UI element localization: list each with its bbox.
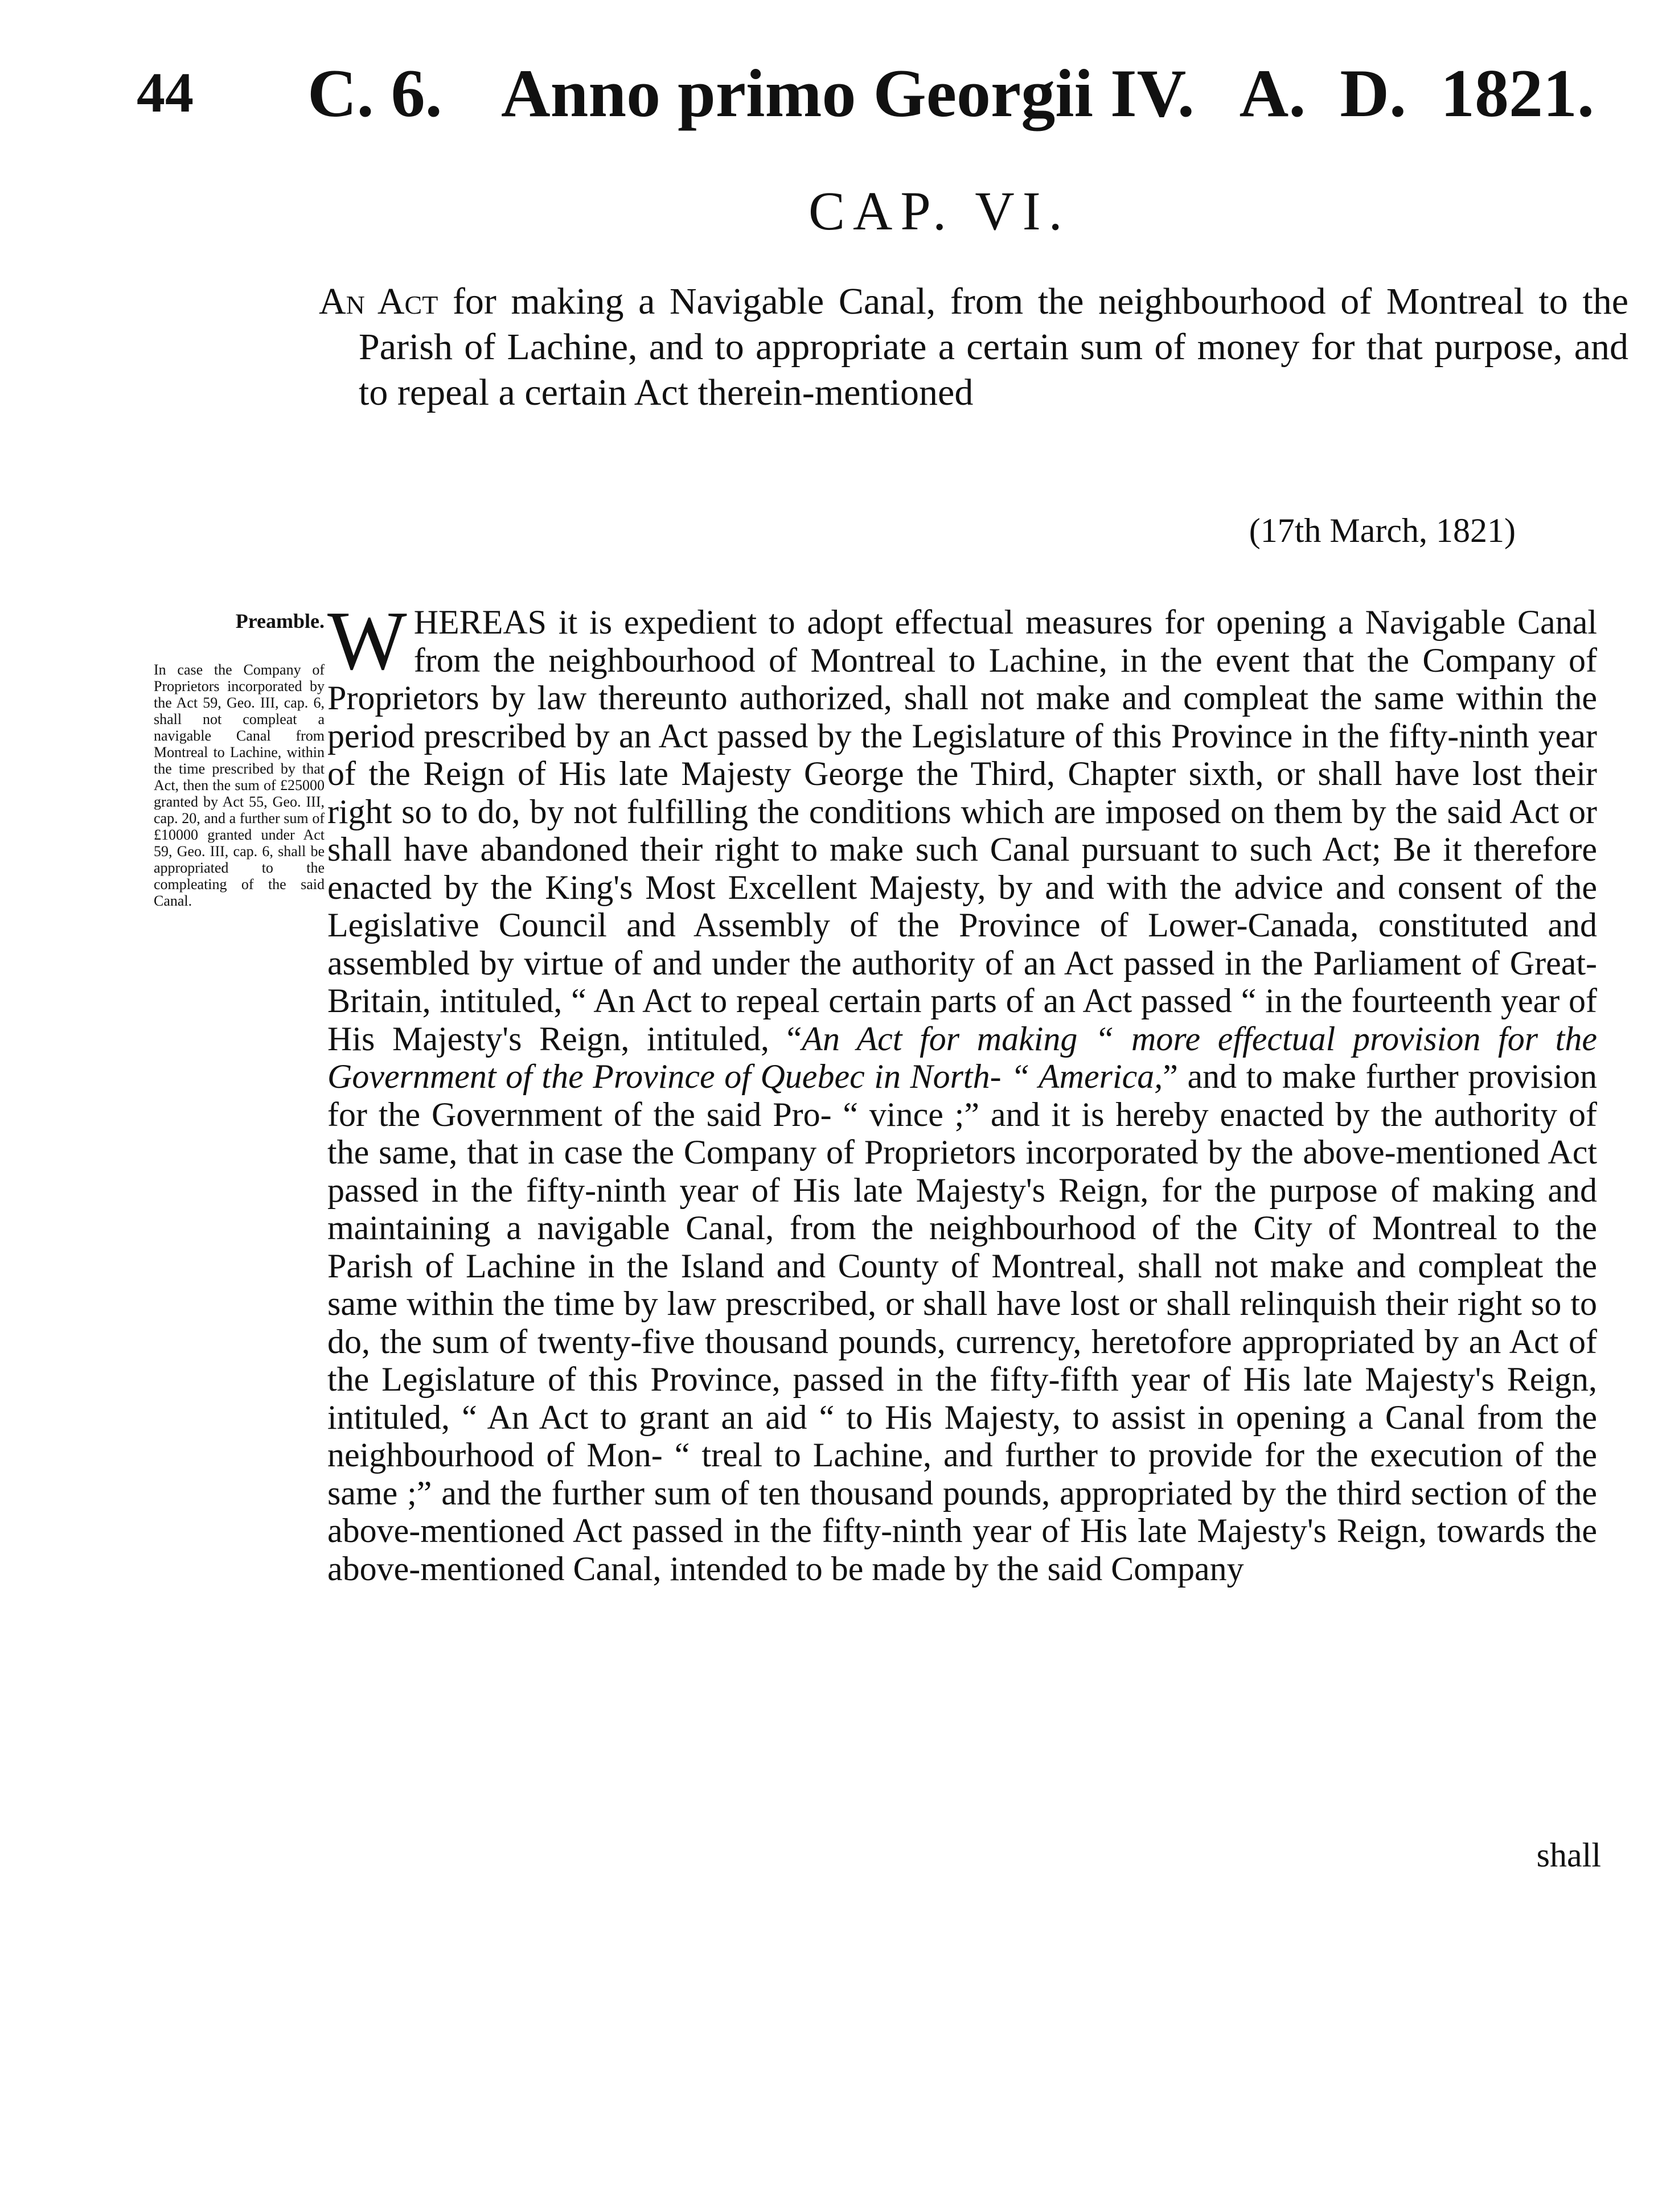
body-text-intro: HEREAS it is expedient to adopt effectual measures for opening a Navigable Canal from the neighbourhood of Montreal to Lachine, in the event that the Company of Proprietors by law thereunto authorized, shall not make and compleat the same within the period prescribed by an Act passed by the Legislature of this Province in the fifty-ninth year of the Reign of His late Majesty George the Third, Chapter sixth, or shall have lost their right so to do, by not fulfilling the conditions which are imposed on them by the said Act or shall have abandoned their right to make such Canal pursuant to such Act; Be it therefore enacted by the King's Most Excellent Majesty, by and with the advice and consent of the Legislative Council and Assembly of the Province of Lower-Canada, constituted and assembled by virtue of and under the authority of an Act passed in the Parliament of Great-Britain, intituled, “ An Act to repeal certain parts of an Act passed “ in the fourteenth year of His Majesty's Reign, intituled, “ xyxy=(327,603,1597,1058)
year-reference: A. D. 1821. xyxy=(1239,55,1594,131)
statute-body xyxy=(327,594,1597,1588)
body-text-italic-title: An Act for making “ more effectual provision for the Government of the Province of Quebec in North- “ America, xyxy=(327,1019,1597,1095)
drop-cap: W xyxy=(327,594,407,688)
act-title-text: for making a Navigable Canal, from the neighbourhood of Montreal to the Parish of Lachine, and to appropriate a certain sum of money for that purpose, and to repeal a certain Act therein-mentioned xyxy=(359,281,1629,413)
running-head xyxy=(137,54,1594,139)
running-title: Anno primo Georgii IV. xyxy=(501,55,1195,131)
marginal-note-preamble: Preamble. xyxy=(235,610,325,632)
chapter-reference: C. 6. xyxy=(307,55,442,131)
marginal-notes xyxy=(154,609,325,909)
marginal-note-summary: In case the Company of Proprietors incorporated by the Act 59, Geo. III, cap. 6, shall not compleat a navigable Canal from Montreal to Lachine, within the time prescribed by that Act, then the sum of £25000 granted by Act 55, Geo. III, cap. 20, and a further sum of £10000 granted under Act 59, Geo. III, cap. 6, shall be appropriated to the compleating of the said Canal. xyxy=(154,661,325,909)
chapter-heading: CAP. VI. xyxy=(809,180,1070,241)
act-title-lead: An Act xyxy=(319,281,438,322)
enactment-date: (17th March, 1821) xyxy=(1249,512,1516,549)
act-title xyxy=(319,279,1628,416)
body-text-rest: ” and to make further provision for the Government of the said Pro- “ vince ;” and it is hereby enacted by the authority of the same, that in case the Company of Proprietors incorporated by the above-mentioned Act passed in the fifty-ninth year of His late Majesty's Reign, for the purpose of making and maintaining a navigable Canal, from the neighbourhood of the City of Montreal to the Parish of Lachine in the Island and County of Montreal, shall not make and compleat the same within the time by law prescribed, or shall have lost or shall relinquish their right so to do, the sum of twenty-five thousand pounds, currency, heretofore appropriated by an Act of the Legislature of this Province, passed in the fifty-fifth year of His late Majesty's Reign, intituled, “ An Act to grant an aid “ to His Majesty, to assist in opening a Canal from the neighbourhood of Mon- “ treal to Lachine, and further to provide for the execution of the same ;” and the further sum of ten thousand pounds, appropriated by the third section of the above-mentioned Act passed in the fifty-ninth year of His late Majesty's Reign, towards the above-mentioned Canal, intended to be made by the said Company xyxy=(327,1058,1597,1588)
catchword: shall xyxy=(1536,1836,1601,1874)
page-number: 44 xyxy=(137,61,194,124)
